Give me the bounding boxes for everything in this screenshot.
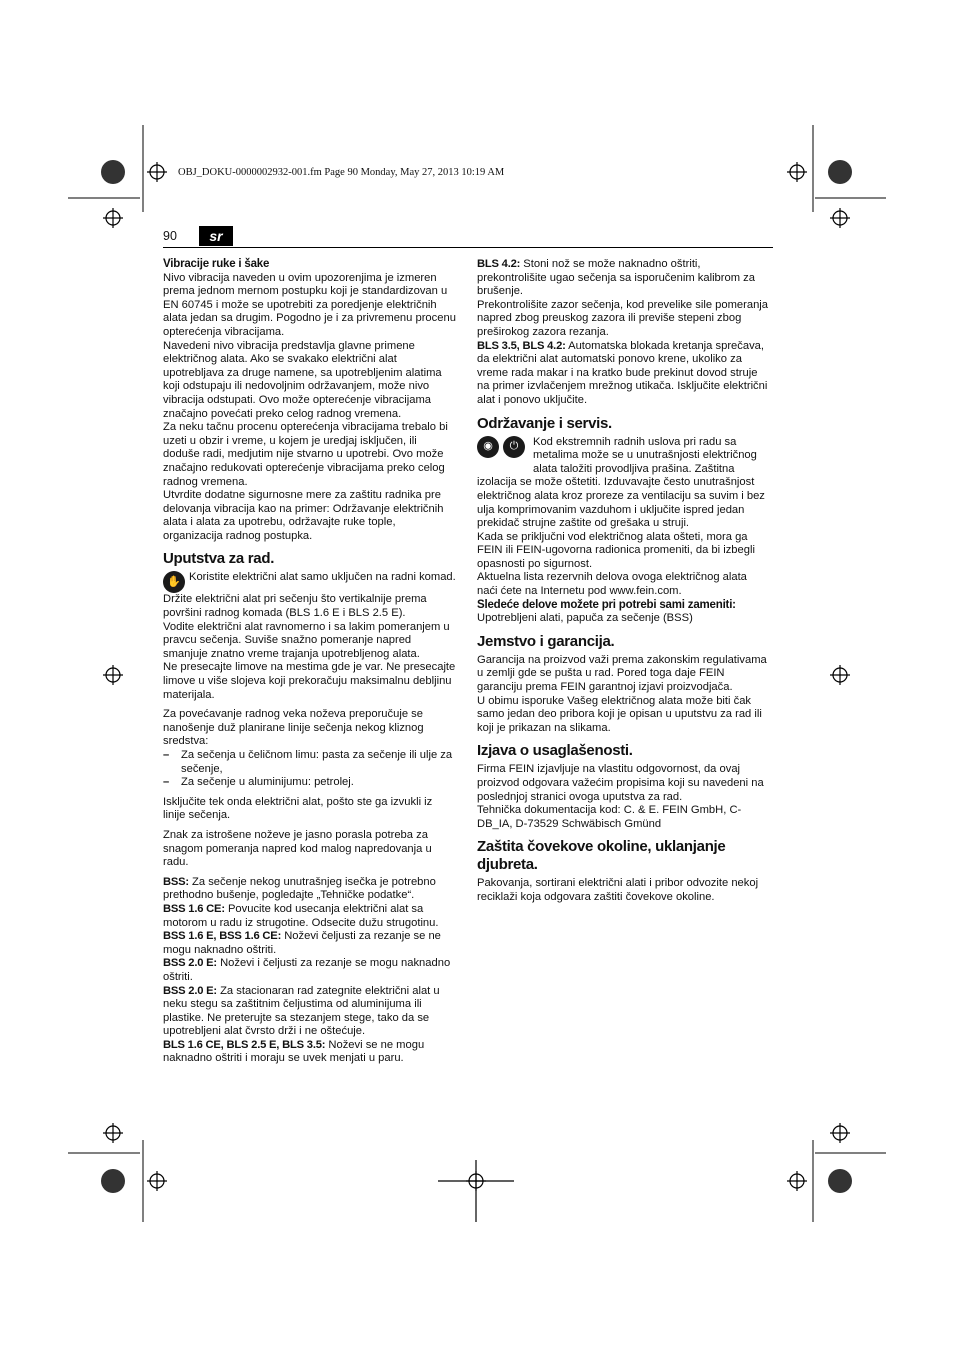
plug-icon: ⏻ (503, 436, 525, 458)
spare-parts-subheading: Sledeće delove možete pri potrebi sami zameniti: (477, 598, 736, 611)
paragraph: BSS 1.6 E, BSS 1.6 CE: Noževi čeljusti za rezanje se ne mogu naknadno oštriti. (163, 930, 441, 956)
paragraph: Upotrebljeni alati, papuča za sečenje (BSS) (477, 612, 693, 625)
paragraph: Pakovanja, sortirani električni alati i pribor odvozite nekoj reciklaži koja odgovara zaštiti čovekove okoline. (477, 877, 759, 903)
paragraph: BSS 2.0 E: Za stacionaran rad zategnite električni alat u neku stegu sa zaštitnim čeljustima od aluminijuma ili plastike. Ne preterujte sa stezanjem stege, tako da se upotrebljeni alat čvrsto drži i ne oštećuje. (163, 984, 440, 1038)
paragraph: BSS 1.6 CE: Povucite kod usecanja električni alat sa motorom u radu iz strugotine. Odsecite dužu strugotinu. (163, 902, 439, 929)
goggles-icon: ◉ (477, 436, 499, 458)
environment-heading: Zaštita čovekove okoline, uklanjanje djubreta. (477, 838, 726, 874)
paragraph: Vodite električni alat ravnomerno i sa lakim pomeranjem u pravcu sečenja. Suviše snažno pomeranje napred smanjuje znatno vreme trajanja upotrebljenog alata. (163, 620, 450, 660)
paragraph: Garancija na proizvod važi prema zakonskim regulativama u zemlji gde se pušta u rad. Pored toga daje FEIN garanciju prema FEIN garantnoj izjavi proizvodjača. (477, 653, 767, 694)
paragraph: U obimu isporuke Vašeg električnog alata može biti čak samo jedan deo pribora koji je opisan u uputstvu za rad ili koji je prikazan na slikama. (477, 694, 762, 734)
paragraph: Tehnička dokumentacija kod: C. & E. FEIN GmbH, C-DB_IA, D-73529 Schwäbisch Gmünd (477, 804, 742, 830)
file-info: OBJ_DOKU-0000002932-001.fm Page 90 Monday, May 27, 2013 10:19 AM (178, 167, 505, 178)
paragraph: Koristite električni alat samo uključen na radni komad. (189, 571, 456, 584)
paragraph: Držite električni alat pri sečenju što vertikalnije prema površini radnog komada (BLS 1.6 E i BLS 2.5 E). (163, 593, 427, 620)
conformity-heading: Izjava o usaglašenosti. (477, 742, 633, 760)
maintenance-heading: Održavanje i servis. (477, 414, 612, 432)
paragraph: BSS 2.0 E: Noževi i čeljusti za rezanje se mogu naknadno oštriti. (163, 957, 451, 983)
maintenance-icon-row (477, 436, 770, 477)
paragraph: Isključite tek onda električni alat, pošto ste ga izvukli iz linije sečenja. (163, 795, 433, 822)
paragraph: BLS 3.5, BLS 4.2: Automatska blokada kretanja sprečava, da električni alat automatski ponovo krene, ukoliko za vreme rada makar i na kratko bude prekinut dovod struje na primer izvlačenjem mrežnog utikača. Isključite električni alat i ponovo uključite. (477, 339, 768, 406)
paragraph: Za neku tačnu procenu opterećenja vibracijama trebalo bi uzeti u obzir i vreme, u kojem je uredjaj isključen, ili doduše radi, medjutim nije stvarno u upotrebi. Ovo može značajno redukovati opterećenje vibracijama preko celog radnog vremena. (163, 421, 448, 488)
paragraph: BSS: Za sečenje nekog unutrašnjeg isečka je potrebno prethodno bušenje, pogledajte „Tehničke podatke“. (163, 875, 436, 902)
vibration-heading: Vibracije ruke i šake (163, 258, 270, 270)
paragraph: Firma FEIN izjavljuje na vlastitu odgovornost, da ovaj proizvod odgovara važećim propisima koji su navedeni na poslednjoj stranici ovoga uputstva za rad. (477, 763, 764, 803)
header-rule (163, 247, 773, 248)
paragraph: Znak za istrošene noževe je jasno porasla potreba za snagom pomeranja napred kod malog napredovanja u radu. (163, 828, 432, 869)
list-item: – Za sečenja u čeličnom limu: pasta za sečenje ili ulje za sečenje, (163, 749, 453, 775)
paragraph: Ne presecajte limove na mestima gde je var. Ne presecajte limove u više slojeva koji prekoračuju maksimalnu debljinu materijala. (163, 661, 456, 701)
paragraph: Navedeni nivo vibracija predstavlja glavne primene električnog alata. Ako se svakako električni alat upotrebljava za druge namene, sa upotrebljenim alatima koji odstupaju ili nedovoljnim održavanjem, može nivo vibracija odstupati. Ovo može opterećenje vibracijama značajno povećati preko celog radnog vremena. (163, 339, 442, 420)
paragraph: Nivo vibracija naveden u ovim upozorenjima je izmeren prema jednom mernom postupku koji je standardizovan u EN 60745 i može se upotrebiti za poredjenje električnih alata jedan sa drugim. Pogodno je i za privremenu procenu opterećenja vibracijama. (163, 271, 456, 338)
hand-tool-icon: ✋ (163, 571, 185, 593)
paragraph: Kod ekstremnih radnih uslova pri radu sa metalima može se u unutrašnjosti električnog alata taložiti provodljiva prašina. Zaštitna (533, 435, 757, 475)
work-instructions-heading: Uputstva za rad. (163, 550, 275, 568)
paragraph: izolacija se može oštetiti. Izduvavajte često unutrašnjost električnog alata kroz proreze za ventilaciju sa suvim i bez ulja komprimovanim vazduhom i uključite ispred jedan prekidač strujne zaštite od grešaka u struji. (477, 476, 765, 530)
language-tab: sr (199, 226, 233, 246)
warranty-heading: Jemstvo i garancija. (477, 632, 615, 650)
paragraph: Kada se priključni vod električnog alata ošteti, mora ga FEIN ili FEIN-ugovorna radionica promeniti, da bi izbegli opasnosti po sigurnost. (477, 530, 755, 570)
list-item: – Za sečenje u aluminijumu: petrolej. (163, 776, 354, 789)
paragraph: Aktuelna lista rezervnih delova ovoga električnog alata naći ćete na Internetu pod www.fein.com. (477, 571, 747, 598)
paragraph: Utvrdite dodatne sigurnosne mere za zaštitu radnika pre delovanja vibracija kao na primer: Održavanje električnih alata i alata za upotrebu, održavajte ruke tople, organizacija radnog postupka. (163, 489, 444, 542)
work-icon-row (163, 571, 456, 593)
paragraph: Za povećavanje radnog veka noževa preporučuje se nanošenje duž planirane linije sečenja nekog kliznog sredstva: (163, 708, 424, 748)
paragraph: BLS 1.6 CE, BLS 2.5 E, BLS 3.5: Noževi se ne mogu naknadno oštriti i moraju se uvek menjati u paru. (163, 1038, 425, 1065)
left-column (163, 258, 456, 1066)
page-number: 90 (163, 229, 177, 243)
paragraph: Prekontrolišite zazor sečenja, kod prevelike sile pomeranja napred zbog preuskog zazora ili previše stepeni zbog preširokog zazora rezanja. (477, 298, 769, 338)
paragraph: BLS 4.2: Stoni nož se može naknadno oštriti, prekontrolišite ugao sečenja sa isporučenim kalibrom za brušenje. (477, 258, 755, 298)
right-column (477, 258, 770, 905)
